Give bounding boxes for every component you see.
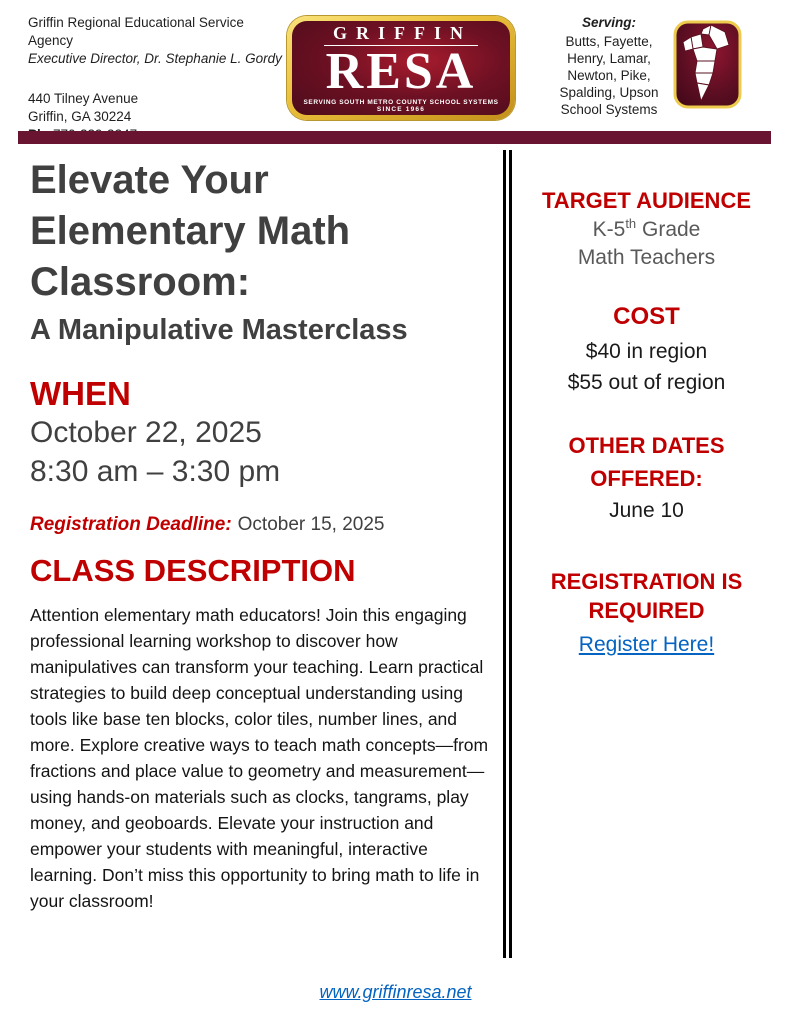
audience-role: Math Teachers bbox=[577, 246, 716, 269]
page-title-line: Classroom: bbox=[30, 260, 251, 304]
other-dates-heading-line: OFFERED: bbox=[590, 466, 703, 491]
counties-map-icon bbox=[673, 20, 742, 114]
serving-line: Henry, Lamar, bbox=[567, 51, 651, 66]
class-description-text: Attention elementary math educators! Join this engaging professional learning workshop to discover how manipulatives can transform your teaching. Learn practical strategies to build deep conceptual understanding using tools like base ten blocks, color tiles, number lines, and more. Explore creative ways to teach math concepts—from fractions and place value to geometry and measurement—using hands-on materials such as clocks, tangrams, play money, and geoboards. Elevate your instruction and empower your students with meaningful, interactive learning. Don’t miss this opportunity to bring math to life in your classroom! bbox=[30, 605, 489, 911]
when-heading: WHEN bbox=[30, 375, 131, 412]
cost-out-region: $55 out of region bbox=[567, 371, 726, 394]
address-line-2: Griffin, GA 30224 bbox=[28, 109, 132, 124]
serving-line: School Systems bbox=[560, 102, 658, 117]
serving-line: Spalding, Upson bbox=[559, 85, 659, 100]
logo-griffin-text: GRIFFIN bbox=[324, 23, 478, 46]
footer bbox=[0, 982, 791, 1003]
audience-grade-rest: Grade bbox=[642, 218, 701, 241]
agency-name: Griffin Regional Educational Service Agency bbox=[28, 15, 244, 48]
other-dates-value: June 10 bbox=[609, 499, 684, 522]
page-title-line: Elementary Math bbox=[30, 209, 351, 253]
registration-required-line: REGISTRATION IS bbox=[550, 569, 743, 594]
page-title bbox=[30, 155, 492, 308]
logo-tagline-year: SINCE 1966 bbox=[376, 105, 426, 113]
header-divider-bar bbox=[18, 131, 771, 144]
registration-deadline-date: October 15, 2025 bbox=[237, 514, 385, 535]
sidebar bbox=[520, 186, 773, 657]
logo-inner-panel bbox=[292, 21, 510, 115]
cost-in-region: $40 in region bbox=[585, 340, 708, 363]
page-subtitle: A Manipulative Masterclass bbox=[30, 314, 408, 346]
target-audience-heading: TARGET AUDIENCE bbox=[542, 188, 751, 213]
event-date: October 22, 2025 bbox=[30, 416, 262, 449]
registration-required-line: REQUIRED bbox=[588, 598, 705, 623]
griffin-resa-logo bbox=[287, 16, 515, 120]
serving-label: Serving: bbox=[581, 15, 636, 30]
main-content bbox=[30, 155, 492, 914]
registration-deadline-label: Registration Deadline: bbox=[30, 514, 232, 535]
logo-tagline: SERVING SOUTH METRO COUNTY SCHOOL SYSTEMS bbox=[303, 98, 499, 106]
class-description-heading: CLASS DESCRIPTION bbox=[30, 553, 356, 588]
serving-line: Newton, Pike, bbox=[567, 68, 651, 83]
serving-line: Butts, Fayette, bbox=[565, 34, 653, 49]
address-line-1: 440 Tilney Avenue bbox=[28, 91, 139, 106]
cost-heading: COST bbox=[613, 303, 680, 330]
logo-resa-text: RESA bbox=[325, 43, 477, 101]
other-dates-heading bbox=[520, 429, 773, 495]
director-name: Executive Director, Dr. Stephanie L. Gordy bbox=[28, 51, 282, 66]
registration-deadline bbox=[30, 514, 492, 536]
column-divider bbox=[503, 150, 512, 958]
audience-grade-sup: th bbox=[625, 216, 637, 231]
header-contact-block bbox=[28, 14, 288, 144]
page-title-line: Elevate Your bbox=[30, 158, 269, 202]
audience-grade-base: K-5 bbox=[592, 218, 626, 241]
serving-block bbox=[548, 14, 670, 118]
website-link[interactable]: www.griffinresa.net bbox=[319, 982, 472, 1002]
event-time: 8:30 am – 3:30 pm bbox=[30, 455, 281, 488]
audience-grade bbox=[520, 216, 773, 244]
register-link[interactable]: Register Here! bbox=[578, 633, 715, 656]
registration-required-heading bbox=[520, 567, 773, 625]
other-dates-heading-line: OTHER DATES bbox=[568, 433, 725, 458]
